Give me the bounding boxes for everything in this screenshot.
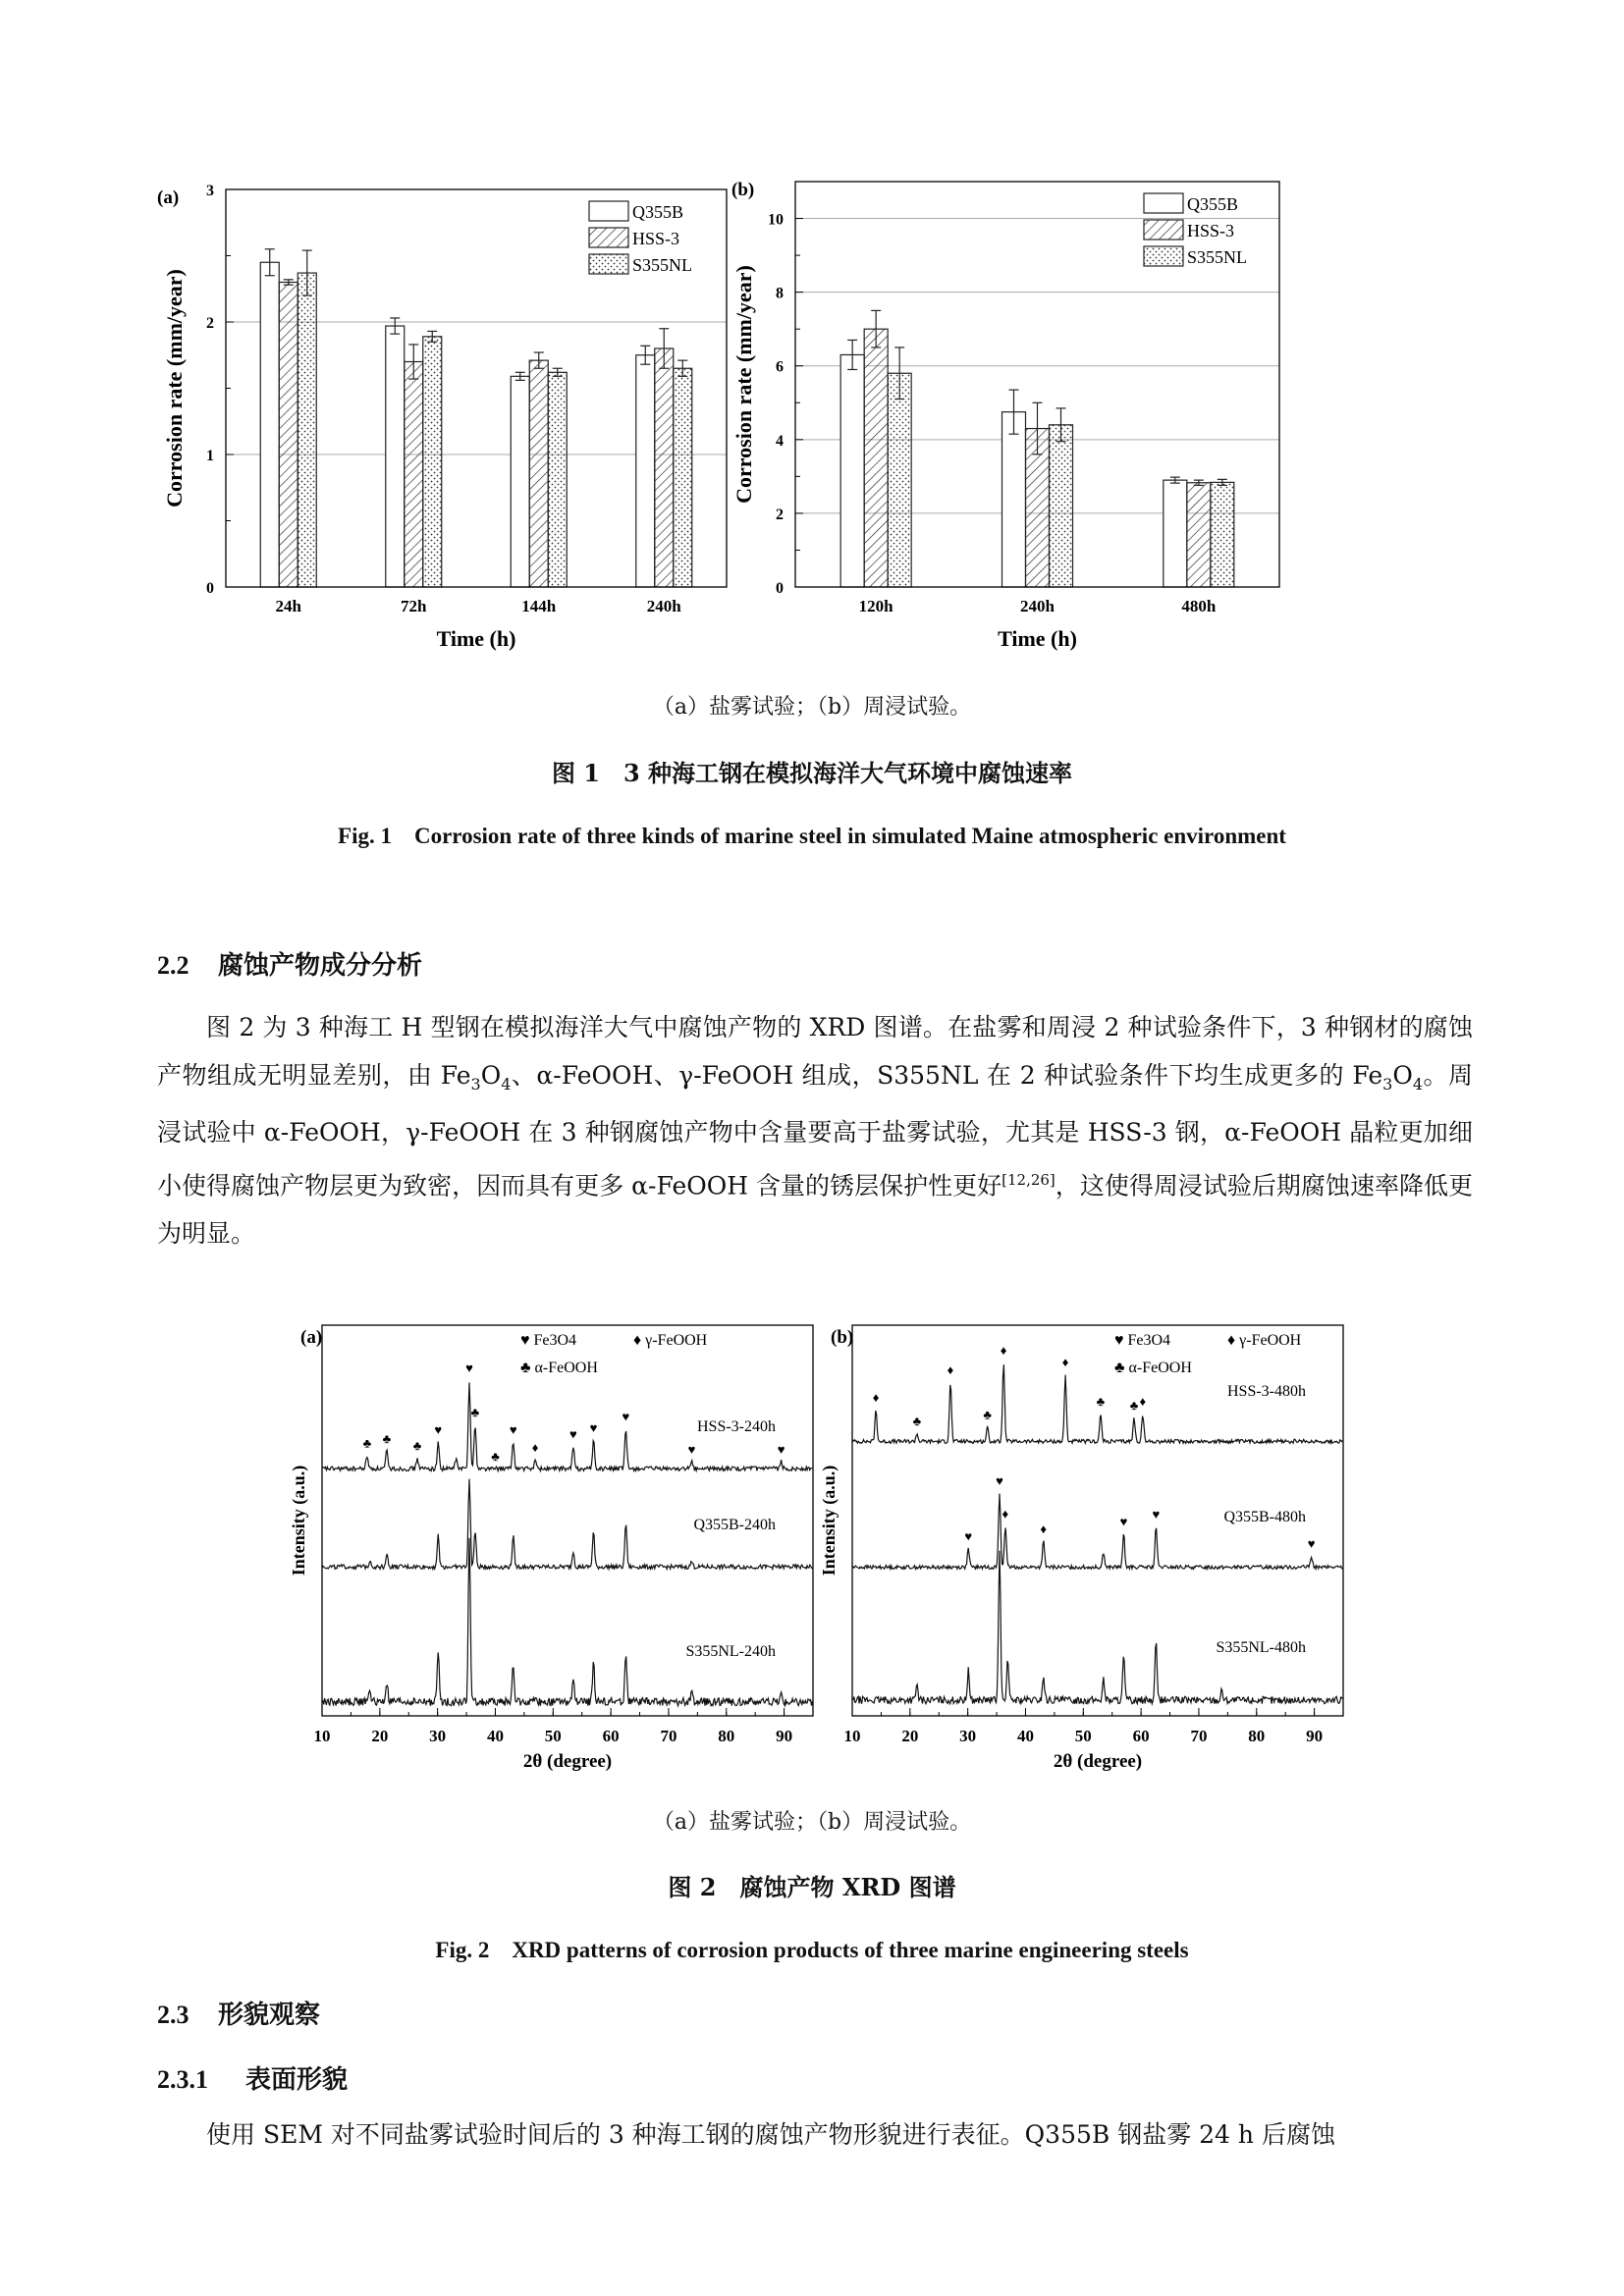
figure-2: [265, 1315, 1384, 1787]
peak-marker-heart: ♥: [1152, 1506, 1161, 1522]
peak-marker-heart: ♥: [569, 1426, 577, 1442]
y-tick-label: 1: [206, 448, 214, 464]
peak-marker-diamond: ♦: [1040, 1521, 1048, 1536]
xrd-pattern-S355NL-240h: [322, 1538, 812, 1706]
x-tick-label: 120h: [858, 597, 893, 615]
bar-HSS-3: [655, 348, 674, 587]
figure-1-caption-en: Fig. 1 Corrosion rate of three kinds of marine steel in simulated Maine atmospheric environment: [338, 824, 1286, 848]
x-tick-label: 70: [660, 1727, 677, 1745]
x-tick-label: 80: [718, 1727, 735, 1745]
legend-label: S355NL: [632, 255, 693, 275]
section-title: 腐蚀产物成分分析: [218, 951, 423, 981]
y-tick-label: 2: [776, 506, 784, 523]
peak-marker-diamond: ♦: [1000, 1343, 1007, 1358]
xrd-pattern-Q355B-480h: [852, 1494, 1342, 1570]
figure-1-caption-cn: 图 1 3 种海工钢在模拟海洋大气环境中腐蚀速率: [551, 759, 1073, 787]
legend-alpha-feooh: ♣ α-FeOOH: [1114, 1360, 1192, 1376]
section-number: 2.2: [157, 951, 189, 980]
x-tick-label: 60: [1132, 1727, 1150, 1745]
legend-fe3o4: ♥ Fe3O4: [520, 1332, 577, 1349]
bar-HSS-3: [1187, 483, 1211, 587]
legend-swatch: [589, 254, 628, 274]
legend-gamma-feooh: ♦ γ-FeOOH: [1227, 1332, 1302, 1349]
y-axis-label: Intensity (a.u.): [819, 1465, 839, 1576]
peak-marker-diamond: ♦: [1139, 1394, 1147, 1409]
x-tick-label: 60: [602, 1727, 620, 1745]
peak-marker-heart: ♥: [1119, 1514, 1128, 1529]
peak-marker-club: ♣: [1129, 1398, 1139, 1413]
peak-marker-diamond: ♦: [872, 1390, 880, 1405]
x-tick-label: 40: [486, 1727, 504, 1745]
bar-S355NL: [1050, 425, 1073, 587]
section-2-3-1-paragraph: [157, 2110, 1473, 2159]
legend-label: HSS-3: [632, 229, 680, 248]
bar-Q355B: [636, 355, 655, 587]
section-2-3-heading: [157, 1995, 320, 2031]
peak-marker-heart: ♥: [509, 1422, 517, 1437]
bar-HSS-3: [529, 360, 548, 587]
pattern-label: HSS-3-480h: [1226, 1383, 1306, 1400]
peak-marker-club: ♣: [412, 1438, 422, 1454]
paragraph-text: 使用 SEM 对不同盐雾试验时间后的 3 种海工钢的腐蚀产物形貌进行表征。Q355B 钢盐雾 24 h 后腐蚀: [206, 2120, 1335, 2149]
figure-2-subcaption: （a）盐雾试验；（b）周浸试验。: [652, 1810, 972, 1835]
paragraph-text: 图 2 为 3 种海工 H 型钢在模拟海洋大气中腐蚀产物的 XRD 图谱。在盐雾和周浸 2 种试验条件下，3 种钢材的腐蚀产物组成无明显差别，由 $Fe_3O_4$、α-FeOOH、γ-FeOOH 组成，S355NL 在 2 种试验条件下均生成更多的 $Fe_3O_4$。周浸试验中 α-FeOOH，γ-FeOOH 在 3 种钢腐蚀产物中含量要高于盐雾试验，尤其是 HSS-3 钢，α-FeOOH 晶粒更加细小使得腐蚀产物层更为致密，因而具有更多 α-FeOOH 含量的锈层保护性更好[12,26]，这使得周浸试验后期腐蚀速率降低更为明显。: [157, 1013, 1473, 1249]
panel-label: (a): [157, 187, 180, 208]
section-title: 形貌观察: [218, 2001, 321, 2030]
legend-swatch: [1144, 193, 1183, 213]
y-tick-label: 3: [206, 183, 214, 199]
peak-marker-heart: ♥: [996, 1473, 1003, 1488]
fig2-panel-a-chart: [289, 1325, 813, 1772]
x-axis-label: Time (h): [998, 626, 1077, 651]
x-tick-label: 72h: [401, 597, 427, 615]
legend-label: Q355B: [1187, 194, 1239, 214]
fig1-panel-a-chart: [157, 183, 727, 651]
legend-label: S355NL: [1187, 247, 1248, 267]
peak-marker-heart: ♥: [434, 1422, 443, 1437]
bar-S355NL: [674, 368, 692, 587]
x-tick-label: 50: [544, 1727, 562, 1745]
panel-label: (b): [731, 180, 755, 200]
y-axis-label: Intensity (a.u.): [289, 1465, 308, 1576]
bar-HSS-3: [864, 329, 888, 587]
bar-Q355B: [1164, 480, 1187, 587]
fig2-panel-b-chart: [819, 1325, 1343, 1772]
x-tick-label: 24h: [275, 597, 301, 615]
peak-marker-heart: ♥: [777, 1441, 785, 1457]
section-title: 表面形貌: [245, 2065, 349, 2095]
pattern-label: S355NL-240h: [685, 1643, 776, 1660]
bar-Q355B: [511, 376, 529, 587]
bar-S355NL: [888, 373, 911, 587]
peak-marker-club: ♣: [470, 1405, 480, 1419]
x-tick-label: 30: [959, 1727, 977, 1745]
x-tick-label: 480h: [1181, 597, 1217, 615]
x-tick-label: 40: [1016, 1727, 1034, 1745]
bar-S355NL: [423, 337, 442, 587]
x-tick-label: 30: [429, 1727, 447, 1745]
bar-HSS-3: [405, 362, 423, 588]
pattern-label: Q355B-240h: [693, 1517, 776, 1533]
peak-marker-diamond: ♦: [1001, 1506, 1009, 1522]
bar-S355NL: [1211, 482, 1234, 587]
y-axis-label: Corrosion rate (mm/year): [162, 269, 187, 507]
x-axis-label: Time (h): [436, 626, 516, 651]
section-2-3-1-heading: [157, 2059, 348, 2096]
bar-S355NL: [548, 372, 567, 587]
y-axis-label: Corrosion rate (mm/year): [731, 265, 756, 504]
bar-Q355B: [840, 354, 864, 587]
xrd-pattern-S355NL-480h: [852, 1551, 1342, 1704]
peak-marker-club: ♣: [983, 1407, 992, 1422]
x-tick-label: 90: [1306, 1727, 1324, 1745]
peak-marker-heart: ♥: [465, 1361, 473, 1375]
peak-marker-heart: ♥: [687, 1441, 696, 1457]
legend-fe3o4: ♥ Fe3O4: [1114, 1332, 1171, 1349]
x-axis-label: 2θ (degree): [1053, 1751, 1143, 1772]
section-2-2-paragraph: [157, 1003, 1473, 1257]
legend-gamma-feooh: ♦ γ-FeOOH: [633, 1332, 708, 1349]
peak-marker-club: ♣: [1096, 1394, 1106, 1409]
bar-S355NL: [298, 273, 316, 587]
peak-marker-diamond: ♦: [531, 1440, 539, 1455]
peak-marker-heart: ♥: [589, 1420, 598, 1436]
x-tick-label: 144h: [521, 597, 557, 615]
peak-marker-diamond: ♦: [947, 1362, 954, 1377]
section-number: 2.3: [157, 2001, 189, 2029]
peak-marker-club: ♣: [362, 1435, 372, 1451]
bar-Q355B: [386, 326, 405, 587]
legend-alpha-feooh: ♣ α-FeOOH: [520, 1360, 598, 1376]
section-2-2-heading: [157, 945, 422, 982]
figure-1-subcaption: （a）盐雾试验；（b）周浸试验。: [652, 695, 972, 720]
y-tick-label: 10: [768, 211, 784, 229]
section-number: 2.3.1: [157, 2065, 208, 2094]
legend-swatch: [589, 201, 628, 221]
y-tick-label: 0: [206, 580, 214, 597]
x-tick-label: 50: [1074, 1727, 1092, 1745]
legend-swatch: [1144, 220, 1183, 240]
y-tick-label: 0: [776, 580, 784, 597]
pattern-label: Q355B-480h: [1223, 1509, 1306, 1525]
x-tick-label: 10: [843, 1727, 861, 1745]
y-tick-label: 6: [776, 358, 784, 376]
peak-marker-heart: ♥: [1307, 1535, 1316, 1551]
x-tick-label: 20: [901, 1727, 919, 1745]
pattern-label: S355NL-480h: [1216, 1639, 1306, 1656]
x-tick-label: 70: [1190, 1727, 1208, 1745]
x-tick-label: 20: [371, 1727, 389, 1745]
legend-swatch: [589, 228, 628, 247]
pattern-label: HSS-3-240h: [696, 1418, 776, 1435]
peak-marker-heart: ♥: [622, 1409, 630, 1424]
y-tick-label: 2: [206, 315, 214, 332]
peak-marker-heart: ♥: [964, 1528, 973, 1544]
x-axis-label: 2θ (degree): [522, 1751, 613, 1772]
x-tick-label: 240h: [1020, 597, 1055, 615]
legend-swatch: [1144, 246, 1183, 266]
panel-label: (a): [300, 1327, 323, 1348]
peak-marker-club: ♣: [382, 1431, 392, 1446]
bar-HSS-3: [279, 283, 298, 588]
y-tick-label: 4: [776, 432, 784, 450]
x-tick-label: 240h: [646, 597, 681, 615]
bar-Q355B: [260, 262, 279, 587]
figure-2-caption-en: Fig. 2 XRD patterns of corrosion products of three marine engineering steels: [435, 1938, 1189, 1962]
bar-Q355B: [1002, 412, 1026, 587]
legend-label: Q355B: [632, 202, 684, 222]
peak-marker-diamond: ♦: [1061, 1355, 1069, 1369]
x-tick-label: 10: [313, 1727, 331, 1745]
fig1-panel-b-chart: [731, 180, 1279, 651]
peak-marker-club: ♣: [491, 1449, 500, 1464]
x-tick-label: 80: [1248, 1727, 1266, 1745]
peak-marker-club: ♣: [912, 1414, 922, 1428]
x-tick-label: 90: [776, 1727, 793, 1745]
figure-2-caption-cn: 图 2 腐蚀产物 XRD 图谱: [668, 1873, 956, 1901]
legend-label: HSS-3: [1187, 221, 1235, 240]
panel-label: (b): [831, 1327, 854, 1348]
figure-1: [147, 162, 1306, 663]
y-tick-label: 8: [776, 285, 784, 302]
